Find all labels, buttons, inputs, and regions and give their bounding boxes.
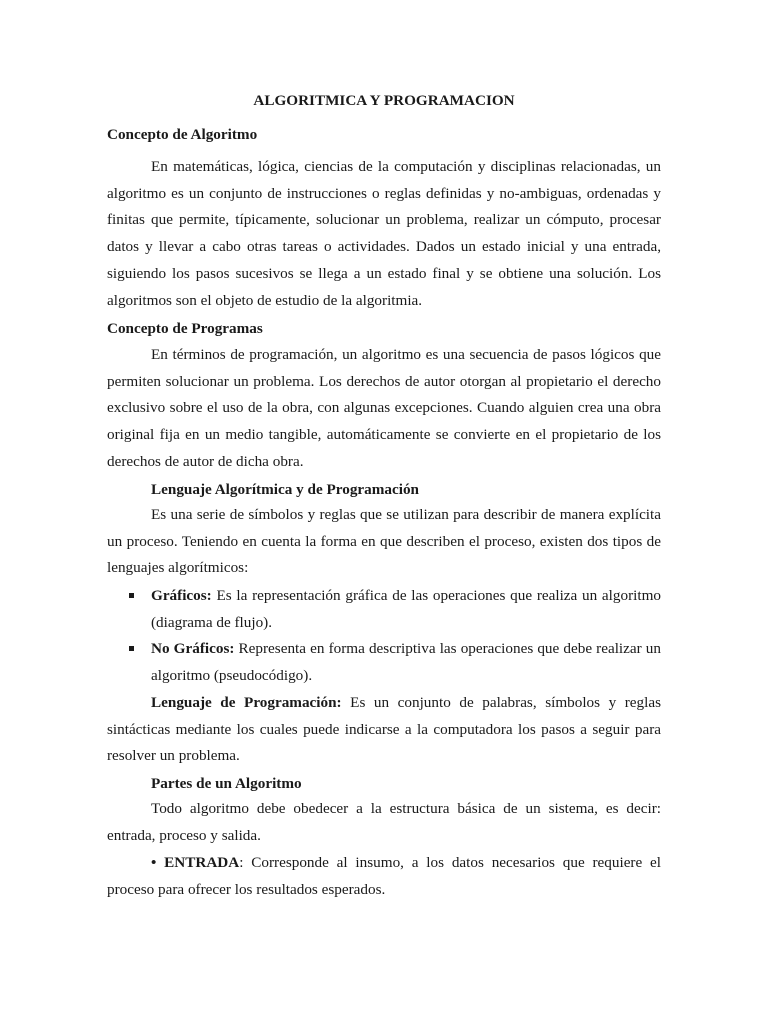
square-bullet-icon bbox=[129, 593, 134, 598]
definition-text-lenguaje-programacion: Es un conjunto de palabras, símbolos y reglas sintácticas mediante los cuales puede indicarse a la computadora los pasos a seguir para resolver un problema. bbox=[107, 694, 662, 765]
bullet-no-graficos-desc: Representa en forma descriptiva las operaciones que debe realizar un algoritmo (pseudocódigo). bbox=[151, 640, 661, 684]
heading-concepto-algoritmo: Concepto de Algoritmo bbox=[107, 126, 258, 143]
definition-term-lenguaje-programacion: Lenguaje de Programación: bbox=[151, 694, 342, 711]
heading-partes-algoritmo: Partes de un Algoritmo bbox=[151, 775, 302, 792]
bullet-graficos-term: Gráficos: bbox=[151, 587, 212, 604]
bullet-no-graficos-text bbox=[151, 636, 661, 689]
paragraph-partes-algoritmo: Todo algoritmo debe obedecer a la estructura básica de un sistema, es decir: entrada, proceso y salida. bbox=[107, 800, 661, 844]
heading-lenguaje-algoritmica: Lenguaje Algorítmica y de Programación bbox=[151, 481, 419, 498]
bullet-graficos-desc: Es la representación gráfica de las operaciones que realiza un algoritmo (diagrama de flujo). bbox=[151, 587, 661, 631]
heading-concepto-programas: Concepto de Programas bbox=[107, 320, 263, 337]
bullet-graficos-text bbox=[151, 583, 661, 636]
paragraph-lenguaje-algoritmica: Es una serie de símbolos y reglas que se utilizan para describir de manera explícita un proceso. Teniendo en cuenta la forma en que describen el proceso, existen dos tipos de lenguajes algorítmicos: bbox=[107, 506, 661, 577]
document-title: ALGORITMICA Y PROGRAMACION bbox=[253, 92, 515, 109]
paragraph-concepto-algoritmo: En matemáticas, lógica, ciencias de la computación y disciplinas relacionadas, un algoritmo es un conjunto de instrucciones o reglas definidas y no-ambiguas, ordenadas y finitas que permite, típicamente, solucionar un problema, realizar un cómputo, procesar datos y llevar a cabo otras tareas o actividades. Dados un estado inicial y una entrada, siguiendo los pasos sucesivos se llega a un estado final y se obtiene una solución. Los algoritmos son el objeto de estudio de la algoritmia. bbox=[107, 158, 661, 309]
entrada-term: • ENTRADA bbox=[151, 854, 240, 871]
paragraph-concepto-programas: En términos de programación, un algoritmo es una secuencia de pasos lógicos que permiten solucionar un problema. Los derechos de autor otorgan al propietario el derecho exclusivo sobre el uso de la obra, con algunas excepciones. Cuando alguien crea una obra original fija en un medio tangible, automáticamente se convierte en el propietario de los derechos de autor de dicha obra. bbox=[107, 346, 661, 470]
paragraph-lenguaje-programacion bbox=[107, 690, 661, 770]
paragraph-entrada bbox=[107, 850, 661, 903]
entrada-text: : Corresponde al insumo, a los datos necesarios que requiere el proceso para ofrecer los resultados esperados. bbox=[107, 854, 662, 898]
bullet-no-graficos-term: No Gráficos: bbox=[151, 640, 235, 657]
square-bullet-icon bbox=[129, 646, 134, 651]
